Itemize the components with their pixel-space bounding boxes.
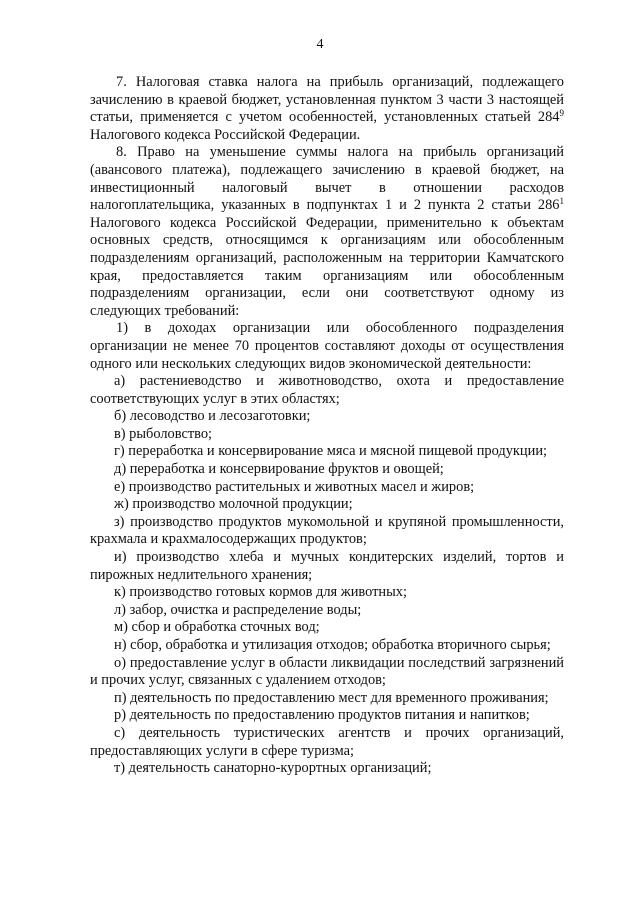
activity-item-e: е) производство растительных и животных масел и жиров; — [114, 478, 475, 495]
requirement-item-1: 1) в доходах организации или обособленного подразделения организации не менее 70 процентов составляют доходы от осуществления одного или нескольких следующих видов экономической деятельности: — [90, 320, 564, 372]
activity-item-k: к) производство готовых кормов для животных; — [114, 584, 407, 601]
activity-item-a: а) растениеводство и животноводство, охота и предоставление соответствующих услуг в этих областях; — [90, 373, 564, 407]
paragraph-7 — [90, 74, 564, 144]
paragraph-8-text-end: Налогового кодекса Российской Федерации, применительно к объектам основных средств, относящимся к организациям или обособленным подразделениям организаций, расположенным на территории Камчатского края, предоставляется таким организациям или обособленным подразделениям организации, если они соответствуют одному из следующих требований: — [90, 214, 564, 319]
paragraph-8-text: 8. Право на уменьшение суммы налога на прибыль организаций (авансового платежа), подлежащего зачислению в краевой бюджет, на инвестиционный налоговый вычет в отношении расходов налогоплательщика, указанных в подпунктах 1 и 2 пункта 2 статьи 286 — [90, 144, 564, 214]
paragraph-7-superscript: 9 — [559, 108, 564, 119]
activity-item-s: с) деятельность туристических агентств и прочих организаций, предоставляющих услуги в сфере туризма; — [90, 724, 564, 759]
activity-item-n: н) сбор, обработка и утилизация отходов; обработка вторичного сырья; — [114, 637, 551, 653]
paragraph-7-text: 7. Налоговая ставка налога на прибыль организаций, подлежащего зачислению в краевой бюджет, установленная пунктом 3 части 3 настоящей статьи, применяется с учетом особенностей, установленных статьей 284 — [90, 74, 564, 126]
activity-item-t: т) деятельность санаторно-курортных организаций; — [114, 760, 432, 777]
paragraph-8-superscript: 1 — [559, 196, 564, 207]
activity-item-d: д) переработка и консервирование фруктов и овощей; — [114, 461, 444, 478]
activity-item-i: и) производство хлеба и мучных кондитерских изделий, тортов и пирожных недлительного хранения; — [90, 549, 564, 583]
activity-item-g: г) переработка и консервирование мяса и мясной пищевой продукции; — [114, 443, 548, 460]
activity-item-z: з) производство продуктов мукомольной и крупяной промышленности, крахмала и крахмалосодержащих продуктов; — [90, 513, 564, 548]
activity-item-zh: ж) производство молочной продукции; — [114, 496, 353, 513]
document-body — [90, 74, 564, 778]
paragraph-7-text-end: Налогового кодекса Российской Федерации. — [90, 126, 361, 143]
paragraph-8 — [90, 144, 564, 320]
page-number: 4 — [316, 37, 324, 52]
activity-item-v: в) рыболовство; — [114, 425, 213, 442]
activity-item-m: м) сбор и обработка сточных вод; — [114, 619, 320, 636]
activity-item-o: о) предоставление услуг в области ликвидации последствий загрязнений и прочих услуг, связанных с удалением отходов; — [90, 654, 564, 689]
activity-item-r: р) деятельность по предоставлению продуктов питания и напитков; — [114, 707, 530, 724]
activity-item-b: б) лесоводство и лесозаготовки; — [114, 408, 311, 425]
activity-item-l: л) забор, очистка и распределение воды; — [114, 601, 362, 618]
activity-item-p: п) деятельность по предоставлению мест для временного проживания; — [114, 689, 549, 706]
